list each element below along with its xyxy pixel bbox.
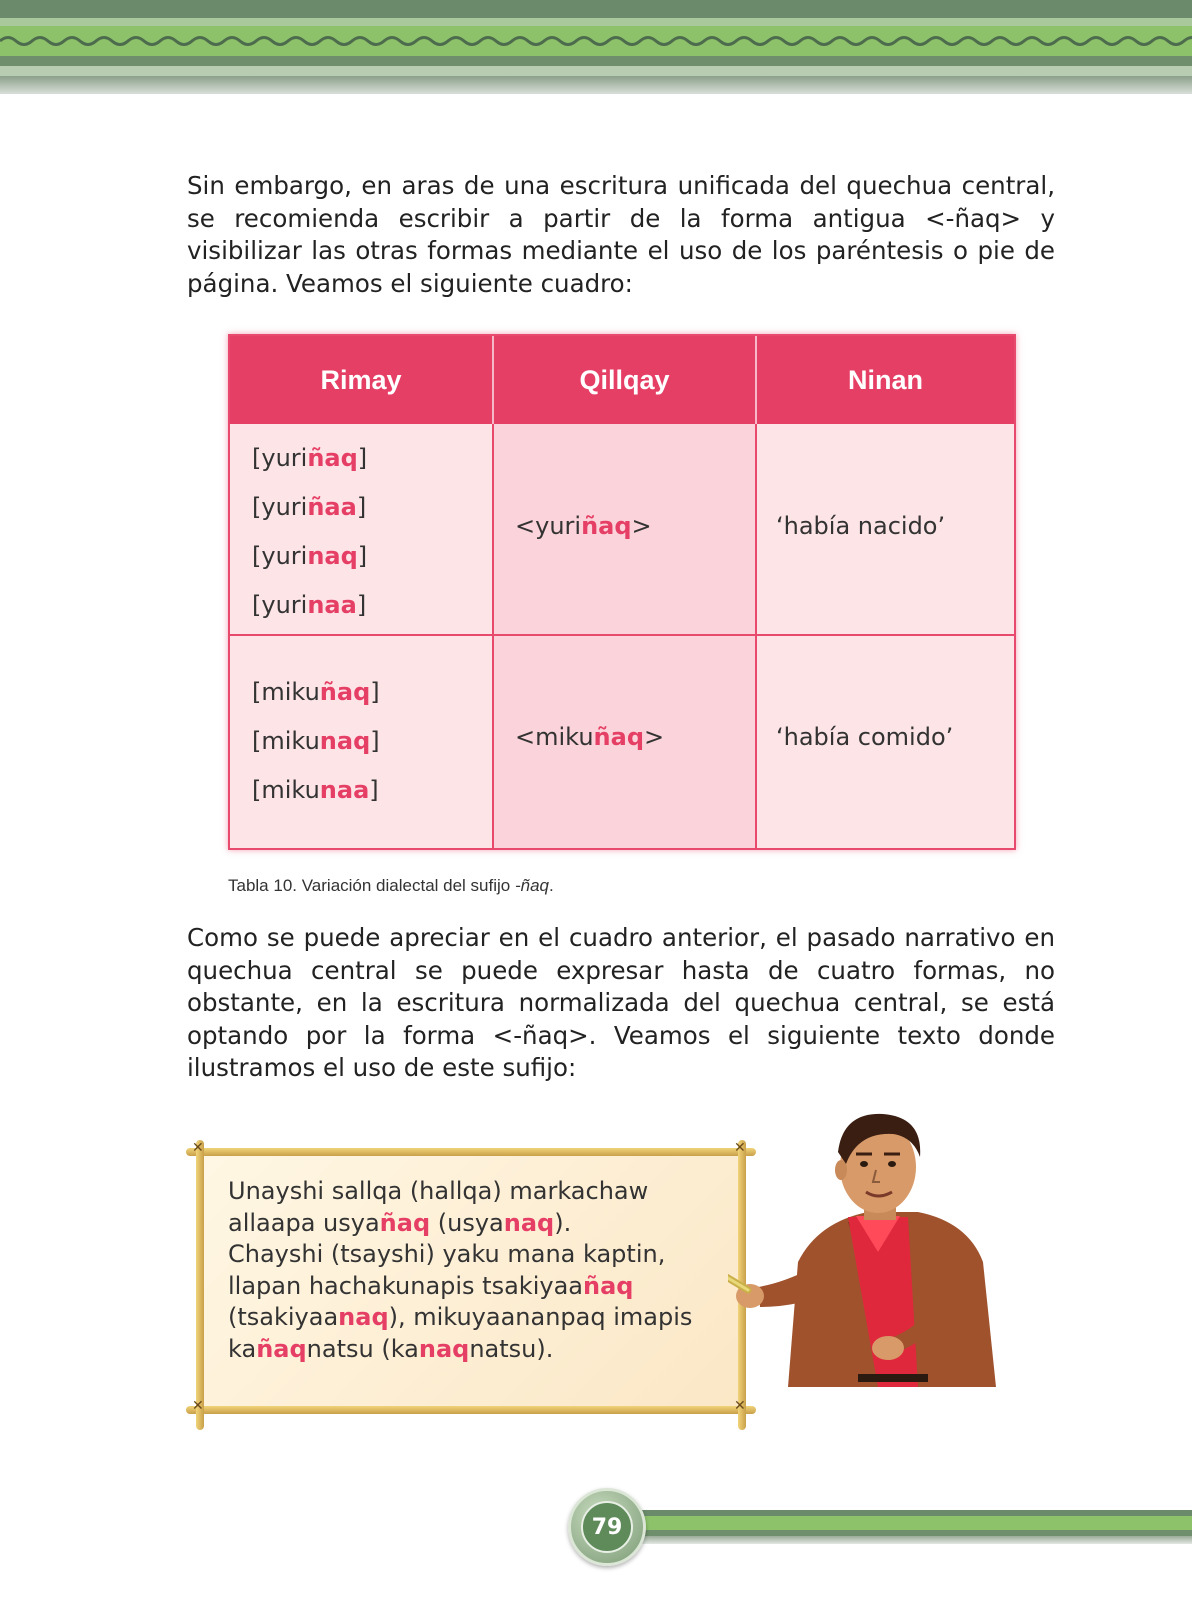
- row1-qillqay: <yuriñaq>: [515, 512, 652, 540]
- list-item: [yuriñaa]: [252, 493, 367, 521]
- header-ninan: Ninan: [757, 336, 1014, 424]
- knot-icon: ✕: [192, 1140, 204, 1156]
- intro-paragraph: Sin embargo, en aras de una escritura unificada del quechua central, se recomienda escribir a partir de la forma antigua <-ñaq> y visibilizar las otras formas mediante el uso de los paréntesis o pie de página. Veamos el siguiente cuadro:: [187, 171, 1055, 298]
- page-number-badge: [568, 1488, 646, 1566]
- list-item: [mikunaq]: [252, 727, 380, 755]
- list-item: [yurinaq]: [252, 542, 368, 570]
- qillqay-column-bg: [494, 424, 755, 848]
- knot-icon: ✕: [192, 1398, 204, 1414]
- teacher-illustration: [728, 1112, 1018, 1392]
- list-item: [yuriñaq]: [252, 444, 368, 472]
- list-item: [yurinaa]: [252, 591, 367, 619]
- row1-rimay-list: [252, 434, 367, 630]
- row2-qillqay: <mikuñaq>: [515, 723, 665, 751]
- example-text: Unayshi sallqa (hallqa) markachaw allaapa usyañaq (usyanaq). Chayshi (tsayshi) yaku mana kaptin, llapan hachakunapis tsakiyaañaq (tsakiyaanaq), mikuyaananpaq imapis kañaqnatsu (kanaqnatsu).: [228, 1177, 693, 1363]
- page-number: 79: [581, 1501, 633, 1553]
- row2-rimay-list: [252, 668, 380, 815]
- dialect-table: [228, 334, 1016, 850]
- list-item: [mikunaa]: [252, 776, 379, 804]
- header-qillqay: Qillqay: [494, 336, 755, 424]
- header-rimay: Rimay: [230, 336, 492, 424]
- top-decorative-band: [0, 0, 1192, 94]
- knot-icon: ✕: [734, 1398, 746, 1414]
- row2-ninan: ‘había comido’: [776, 723, 954, 751]
- explanation-paragraph: Como se puede apreciar en el cuadro anterior, el pasado narrativo en quechua central se puede expresar hasta de cuatro formas, no obstante, en la escritura normalizada del quechua central, se está optando por la forma <-ñaq>. Veamos el siguiente texto donde ilustramos el uso de este sufijo:: [187, 923, 1055, 1082]
- row1-ninan: ‘había nacido’: [776, 512, 946, 540]
- bottom-decorative-band: [600, 1510, 1192, 1544]
- knot-icon: ✕: [734, 1140, 746, 1156]
- table-caption: Tabla 10. Variación dialectal del sufijo -ñaq.: [228, 876, 554, 895]
- list-item: [mikuñaq]: [252, 678, 380, 706]
